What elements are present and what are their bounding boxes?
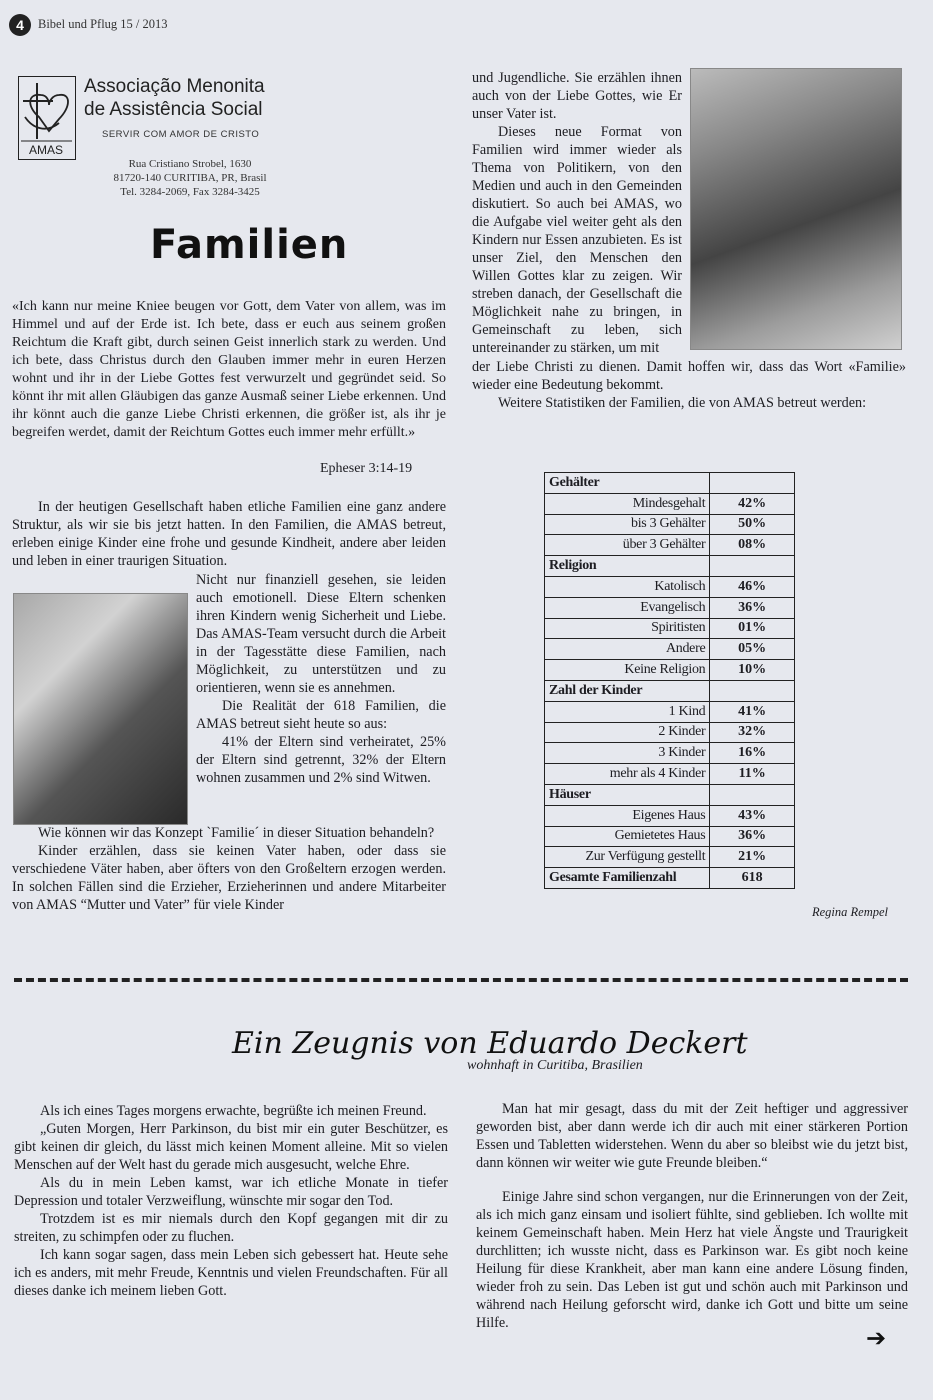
paragraph: Kinder erzählen, dass sie keinen Vater haben, oder dass sie verschiedene Väter haben, aber öfters von den Großeltern erzogen werden. In solchen Fällen sind die Erzieher, Erzieherinnen und andere Mitarbeiter von AMAS “Mutter und Vater” für viele Kinder [12, 843, 446, 913]
paragraph: „Guten Morgen, Herr Parkinson, du bist mir ein guter Beschützer, es gibt keinen dir gleich, du lässt mich keinen Moment alleine. Mit so vielen Menschen auf der Welt hast du gerade mich ausgesucht, welche Ehre. [14, 1121, 448, 1173]
paragraph: Einige Jahre sind schon vergangen, nur die Erinnerungen von der Zeit, als ich mich ganz einsam und isoliert fühlte, sind geblieben. Ich wollte mit keinem Gemeinschaft haben. Mein Herz hat viele Ängste und Traurigkeit durchlitten; ich wusste nicht, dass es Parkinson war. Es gibt noch keine Heilung für diese Krankheit, aber man kann eine andere Lösung finden, wieder froh zu sein. Das Leben ist gut und schön auch mit Parkinson und während nach Heilung geforscht wird, danke ich Gott und bitte um seine Hilfe. [476, 1189, 908, 1331]
amas-logo-icon [19, 77, 74, 158]
row-value: 21% [710, 847, 795, 868]
logo-text: AMAS [28, 143, 64, 157]
section-title: Zahl der Kinder [545, 680, 710, 701]
table-section-header [545, 473, 795, 494]
row-label: Eigenes Haus [545, 805, 710, 826]
address-line: Tel. 3284-2069, Fax 3284-3425 [120, 186, 260, 198]
row-value: 36% [710, 826, 795, 847]
row-value: 01% [710, 618, 795, 639]
table-section-header [545, 556, 795, 577]
paragraph: 41% der Eltern sind verheiratet, 25% der Eltern sind getrennt, 32% der Eltern wohnen zusammen und 2% sind Witwen. [196, 734, 446, 786]
row-label: Zur Verfügung gestellt [545, 847, 710, 868]
table-row [545, 805, 795, 826]
text-block [472, 358, 906, 412]
quote-reference: Epheser 3:14-19 [320, 461, 413, 476]
table-row [545, 826, 795, 847]
paragraph: Als du in mein Leben kamst, war ich etliche Monate in tiefer Depression und totaler Verzweiflung, wünschte mir sogar den Tod. [14, 1175, 448, 1209]
row-label: Evangelisch [545, 597, 710, 618]
row-label: 3 Kinder [545, 743, 710, 764]
row-value: 42% [710, 493, 795, 514]
row-value: 46% [710, 576, 795, 597]
row-label: mehr als 4 Kinder [545, 764, 710, 785]
paragraph: und Jugendliche. Sie erzählen ihnen auch von der Liebe Gottes, wie Er unser Vater ist. [472, 70, 682, 122]
empty-cell [710, 680, 795, 701]
row-label: Keine Religion [545, 660, 710, 681]
article-title: Familien [150, 222, 349, 268]
photo-mother-child [13, 593, 188, 825]
row-label: 2 Kinder [545, 722, 710, 743]
table-row [545, 493, 795, 514]
table-section-header [545, 680, 795, 701]
text-block [476, 1100, 908, 1172]
text-block [472, 69, 682, 357]
row-label: Andere [545, 639, 710, 660]
row-value: 41% [710, 701, 795, 722]
amas-logo [18, 76, 76, 160]
total-value: 618 [710, 868, 795, 889]
table-row [545, 660, 795, 681]
table-row [545, 597, 795, 618]
row-value: 05% [710, 639, 795, 660]
empty-cell [710, 473, 795, 494]
table-row [545, 764, 795, 785]
empty-cell [710, 556, 795, 577]
section-title: Häuser [545, 784, 710, 805]
running-title: Bibel und Pflug 15 / 2013 [38, 17, 168, 31]
page-number: 4 [9, 14, 31, 36]
address-line: Rua Cristiano Strobel, 1630 [128, 158, 252, 170]
paragraph: Die Realität der 618 Familien, die AMAS betreut sieht heute so aus: [196, 698, 446, 732]
text-block-wrap [196, 571, 446, 787]
org-address [90, 157, 290, 199]
table-row [545, 639, 795, 660]
empty-cell [710, 784, 795, 805]
row-label: Spiritisten [545, 618, 710, 639]
paragraph: In der heutigen Gesellschaft haben etliche Familien eine ganz andere Struktur, als wir sie bis jetzt hatten. In den Familien, die AMAS betreut, erleben einige Kinder eine frohe und gesunde Kindheit, andere aber leiden und leben in einer traurigen Situation. [12, 499, 446, 569]
paragraph: Dieses neue Format von Familien wird immer wieder als Thema von Politikern, von den Medien und auch in den Gemeinden diskutiert. So auch bei AMAS, wo die Aufgabe viel weiter geht als den Kindern nur Essen anzubieten. Es ist unser Ziel, den Menschen den Willen Gottes klar zu zeigen. Wir streben danach, der Gesellschaft die Möglichkeit nahe zu bringen, in Gemeinschaft zu leben, sich untereinander zu stärken, um mit [472, 124, 682, 356]
paragraph: Trotzdem ist es mir niemals durch den Kopf gegangen mit dir zu streiten, zu schimpfen oder zu fluchen. [14, 1211, 448, 1245]
table-row [545, 701, 795, 722]
paragraph: Man hat mir gesagt, dass du mit der Zeit heftiger und aggressiver geworden bist, aber dann werde ich dir auch mit einer stärkeren Portion Essen und Tabletten widerstehen. Wenn du aber so bleibst wie du jetzt bist, dann können wir weiter wie gute Freunde bleiben.“ [476, 1101, 908, 1171]
row-label: Katolisch [545, 576, 710, 597]
paragraph: der Liebe Christi zu dienen. Damit hoffen wir, dass das Wort «Familie» wieder eine Bedeutung bekommt. [472, 359, 906, 393]
row-value: 50% [710, 514, 795, 535]
article2-title: Ein Zeugnis von Eduardo Deckert [232, 1026, 748, 1061]
row-label: Mindesgehalt [545, 493, 710, 514]
table-row [545, 847, 795, 868]
row-value: 36% [710, 597, 795, 618]
paragraph: Ich kann sogar sagen, dass mein Leben sich gebessert hat. Heute sehe ich es anders, mit mehr Freude, Kenntnis und vielen Freundschaften. Für all dieses danke ich meinem lieben Gott. [14, 1247, 448, 1299]
paragraph: Als ich eines Tages morgens erwachte, begrüßte ich meinen Freund. [40, 1103, 427, 1119]
total-label: Gesamte Familienzahl [545, 868, 710, 889]
section-divider [14, 978, 908, 984]
row-label: bis 3 Gehälter [545, 514, 710, 535]
paragraph: Wie können wir das Konzept `Familie´ in dieser Situation behandeln? [38, 825, 435, 841]
photo-father-child [690, 68, 902, 350]
row-value: 10% [710, 660, 795, 681]
row-value: 16% [710, 743, 795, 764]
row-label: 1 Kind [545, 701, 710, 722]
bible-quote: «Ich kann nur meine Kniee beugen vor Gott, dem Vater von allem, was im Himmel und auf der Erde ist. Ich bete, dass er euch aus seinem großen Reichtum die Kraft gibt, durch seinen Geist innerlich stark zu werden. Und ich bete, dass Christus durch den Glauben immer mehr in euren Herzen wohnt und ihr in der Liebe Gottes fest verwurzelt und gegründet seid. So könnt ihr mit allen Gläubigen das ganze Ausmaß seiner Liebe erkennen. Und ihr könnt auch die ganze Liebe Christi erkennen, die größer ist, als ihr je begreifen werdet, damit der Reichtum Gottes euch immer mehr erfüllt.» [12, 299, 446, 440]
table-row [545, 576, 795, 597]
text-block [14, 1102, 448, 1300]
row-value: 32% [710, 722, 795, 743]
continue-arrow-icon: ➔ [866, 1326, 887, 1352]
table-total-row [545, 868, 795, 889]
table-row [545, 535, 795, 556]
section-title: Gehälter [545, 473, 710, 494]
text-block [476, 1188, 908, 1332]
table-section-header [545, 784, 795, 805]
table-row [545, 514, 795, 535]
row-value: 08% [710, 535, 795, 556]
row-label: Gemietetes Haus [545, 826, 710, 847]
table-row [545, 618, 795, 639]
row-value: 11% [710, 764, 795, 785]
org-name-line2: de Assistência Social [84, 99, 263, 120]
row-value: 43% [710, 805, 795, 826]
article-author: Regina Rempel [812, 905, 889, 919]
org-name-line1: Associação Menonita [84, 76, 265, 97]
address-line: 81720-140 CURITIBA, PR, Brasil [113, 172, 267, 184]
paragraph: Nicht nur finanziell gesehen, sie leiden auch emotionell. Diese Eltern schenken ihren Kindern wenig Sicherheit und Liebe. Das AMAS-Team versucht durch die Arbeit in der Tagesstätte diese Familien, nach Möglichkeit, zu unterstützen und zu orientieren, wenn sie es annehmen. [196, 572, 446, 696]
paragraph: Weitere Statistiken der Familien, die von AMAS betreut werden: [498, 395, 867, 411]
table-row [545, 743, 795, 764]
article2-subtitle: wohnhaft in Curitiba, Brasilien [467, 1058, 643, 1073]
section-title: Religion [545, 556, 710, 577]
statistics-table [544, 472, 795, 889]
text-block [12, 824, 446, 914]
row-label: über 3 Gehälter [545, 535, 710, 556]
table-row [545, 722, 795, 743]
org-slogan: SERVIR COM AMOR DE CRISTO [102, 129, 260, 140]
